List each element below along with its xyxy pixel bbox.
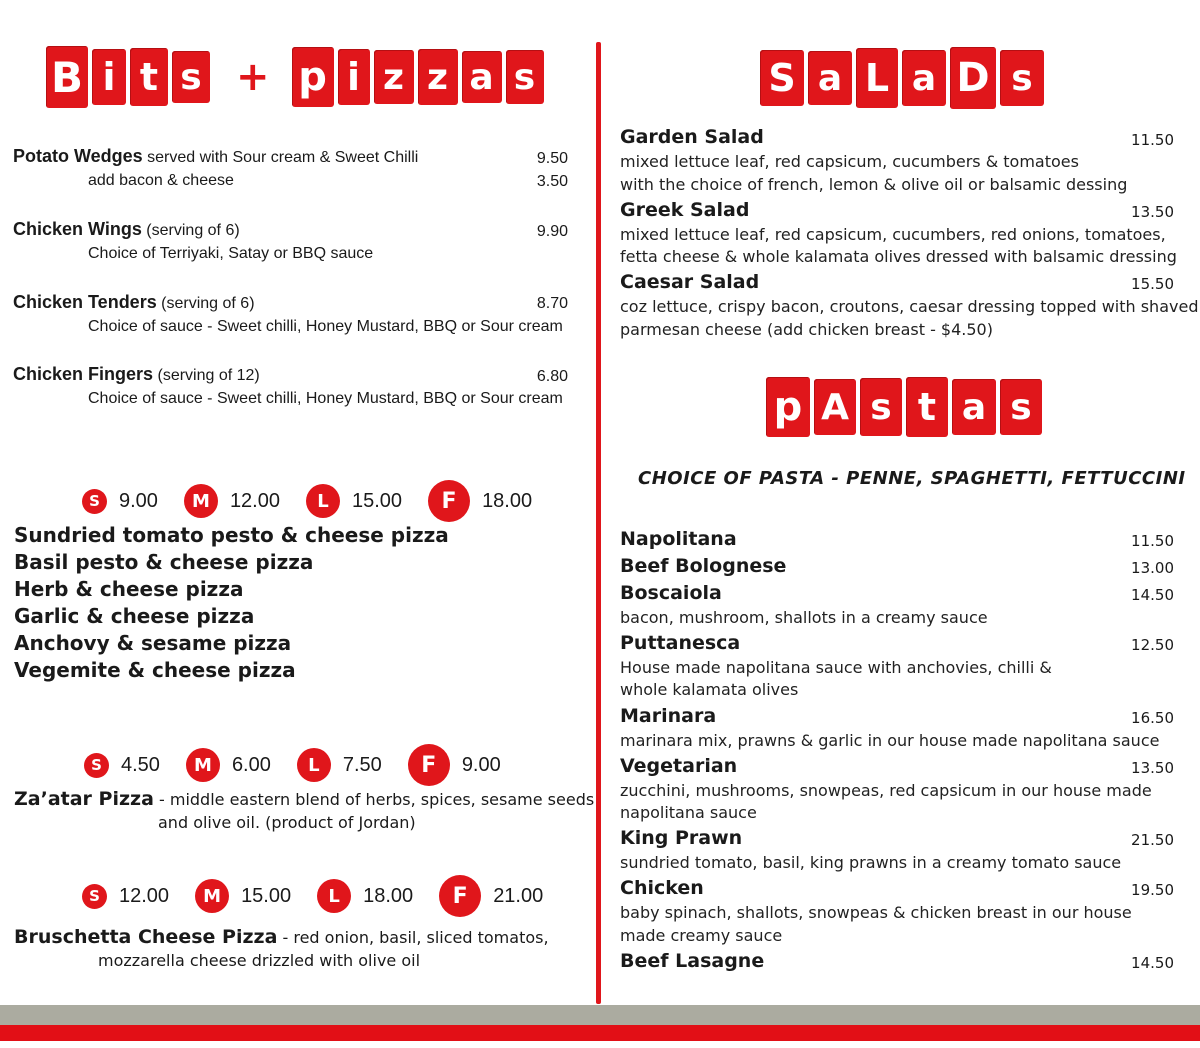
item-price: 14.50	[1131, 954, 1174, 972]
column-divider	[596, 42, 601, 1004]
pizza-item: Garlic & cheese pizza	[14, 604, 255, 628]
item-name: Caesar Salad	[620, 271, 760, 293]
menu-item-potato-wedges	[13, 146, 543, 167]
footer-band-red	[0, 1025, 1200, 1041]
item-price: 14.50	[1131, 586, 1174, 604]
item-price: 9.90	[536, 223, 568, 240]
size-medium-icon: M	[195, 879, 229, 913]
item-name: King Prawn	[620, 827, 743, 849]
item-name: Chicken Wings	[13, 219, 142, 239]
size-family-icon: F	[408, 744, 450, 786]
item-name: Greek Salad	[620, 199, 750, 221]
size-price-medium: 12.00	[229, 489, 280, 512]
item-sub: Choice of Terriyaki, Satay or BBQ sauce	[88, 245, 374, 262]
pizza-item: Sundried tomato pesto & cheese pizza	[14, 523, 449, 547]
item-desc: coz lettuce, crispy bacon, croutons, caesar dressing topped with shaved	[620, 297, 1199, 316]
heading-salads	[760, 44, 1048, 112]
item-desc: made creamy sauce	[620, 926, 783, 945]
size-price-row	[82, 875, 569, 917]
pizza-item: Vegemite & cheese pizza	[14, 658, 296, 682]
item-sub: add bacon & cheese	[88, 172, 234, 189]
item-desc: - red onion, basil, sliced tomatos,	[277, 928, 549, 947]
item-desc: marinara mix, prawns & garlic in our house made napolitana sauce	[620, 731, 1160, 750]
item-name: Potato Wedges	[13, 146, 143, 166]
item-price: 11.50	[1131, 131, 1174, 149]
heading-letter: a	[462, 51, 502, 103]
item-desc: - middle eastern blend of herbs, spices, sesame seeds	[153, 790, 595, 809]
item-sub: Choice of sauce - Sweet chilli, Honey Mustard, BBQ or Sour cream	[88, 390, 563, 407]
item-name: Chicken Fingers	[13, 364, 154, 384]
heading-letter: s	[1000, 379, 1042, 435]
item-desc: House made napolitana sauce with anchovies, chilli &	[620, 658, 1052, 677]
item-desc: bacon, mushroom, shallots in a creamy sauce	[620, 608, 988, 627]
pizza-item: Herb & cheese pizza	[14, 577, 244, 601]
item-note: (serving of 12)	[153, 367, 260, 384]
menu-item-zaatar	[14, 788, 594, 810]
item-sub-price: 3.50	[536, 173, 568, 190]
heading-letter: a	[808, 51, 852, 105]
item-price: 15.50	[1131, 275, 1174, 293]
heading-letter: i	[92, 49, 126, 105]
item-price: 11.50	[1131, 532, 1174, 550]
item-note: (serving of 6)	[141, 222, 240, 239]
size-small-icon: S	[84, 753, 109, 778]
item-name: Vegetarian	[620, 755, 738, 777]
menu-item-bruschetta	[14, 926, 549, 948]
item-desc-line: mozzarella cheese drizzled with olive oil	[98, 951, 421, 970]
size-medium-icon: M	[184, 484, 218, 518]
heading-letter: s	[1000, 50, 1044, 106]
heading-letter: A	[814, 379, 856, 435]
item-desc: sundried tomato, basil, king prawns in a creamy tomato sauce	[620, 853, 1122, 872]
item-desc: parmesan cheese (add chicken breast - $4.50)	[620, 320, 993, 339]
size-price-row	[82, 480, 558, 522]
size-price-row	[84, 744, 527, 786]
pasta-choice: CHOICE OF PASTA - PENNE, SPAGHETTI, FETTUCCINI	[638, 468, 1186, 489]
item-desc: with the choice of french, lemon & olive oil or balsamic dessing	[620, 175, 1128, 194]
item-price: 13.50	[1131, 203, 1174, 221]
item-price: 6.80	[536, 368, 568, 385]
heading-letter: t	[906, 377, 948, 437]
item-name: Garden Salad	[620, 126, 764, 148]
size-price-medium: 15.00	[241, 884, 292, 907]
heading-bits-pizzas	[46, 42, 548, 112]
size-price-family: 18.00	[482, 489, 533, 512]
item-sub: Choice of sauce - Sweet chilli, Honey Mustard, BBQ or Sour cream	[88, 318, 563, 335]
item-name: Boscaiola	[620, 582, 722, 604]
item-note: served with Sour cream & Sweet Chilli	[142, 149, 419, 166]
item-desc: mixed lettuce leaf, red capsicum, cucumbers, red onions, tomatoes,	[620, 225, 1166, 244]
size-large-icon: L	[297, 748, 331, 782]
size-price-small: 9.00	[119, 489, 158, 512]
size-large-icon: L	[306, 484, 340, 518]
item-note: (serving of 6)	[156, 295, 255, 312]
item-name: Napolitana	[620, 528, 737, 550]
item-name: Bruschetta Cheese Pizza	[14, 926, 278, 948]
heading-letter: i	[338, 49, 370, 105]
pizza-list	[14, 522, 449, 684]
item-name: Beef Lasagne	[620, 950, 765, 972]
item-price: 21.50	[1131, 831, 1174, 849]
footer-band-olive	[0, 1005, 1200, 1025]
size-family-icon: F	[428, 480, 470, 522]
heading-pastas	[766, 372, 1046, 442]
item-name: Chicken Tenders	[13, 292, 157, 312]
heading-letter: L	[856, 48, 898, 108]
heading-plus: +	[236, 54, 270, 100]
size-family-icon: F	[439, 875, 481, 917]
size-small-icon: S	[82, 884, 107, 909]
size-small-icon: S	[82, 489, 107, 514]
item-price: 8.70	[536, 295, 568, 312]
heading-letter: t	[130, 48, 168, 106]
size-large-icon: L	[317, 879, 351, 913]
menu-item-chicken-wings	[13, 219, 543, 240]
item-desc: baby spinach, shallots, snowpeas & chicken breast in our house	[620, 903, 1132, 922]
item-price: 12.50	[1131, 636, 1174, 654]
size-price-large: 15.00	[352, 489, 403, 512]
item-price: 19.50	[1131, 881, 1174, 899]
size-price-medium: 6.00	[231, 753, 271, 776]
pizza-item: Basil pesto & cheese pizza	[14, 550, 314, 574]
item-desc-line: and olive oil. (product of Jordan)	[158, 813, 416, 832]
heading-letter: a	[902, 50, 946, 106]
menu-item-chicken-tenders	[13, 292, 543, 313]
heading-letter: z	[374, 50, 414, 104]
heading-letter: D	[950, 47, 996, 109]
size-price-family: 21.00	[493, 884, 544, 907]
item-desc: zucchini, mushrooms, snowpeas, red capsicum in our house made	[620, 781, 1152, 800]
item-price: 16.50	[1131, 709, 1174, 727]
heading-letter: s	[860, 378, 902, 436]
item-desc: fetta cheese & whole kalamata olives dressed with balsamic dressing	[620, 247, 1177, 266]
item-price: 13.50	[1131, 759, 1174, 777]
heading-letter: a	[952, 379, 996, 435]
heading-letter: p	[292, 47, 334, 107]
heading-letter: s	[506, 50, 544, 104]
item-name: Chicken	[620, 877, 704, 899]
item-price: 9.50	[536, 150, 568, 167]
size-price-large: 7.50	[342, 753, 382, 776]
heading-letter: p	[766, 377, 810, 437]
item-price: 13.00	[1131, 559, 1174, 577]
item-desc: whole kalamata olives	[620, 680, 799, 699]
item-name: Puttanesca	[620, 632, 741, 654]
item-name: Za’atar Pizza	[14, 788, 154, 810]
heading-letter: s	[172, 51, 210, 103]
heading-letter: S	[760, 50, 804, 106]
pizza-item: Anchovy & sesame pizza	[14, 631, 292, 655]
item-name: Beef Bolognese	[620, 555, 787, 577]
heading-letter: z	[418, 49, 458, 105]
size-price-small: 12.00	[119, 884, 170, 907]
size-price-family: 9.00	[461, 753, 501, 776]
item-desc: napolitana sauce	[620, 803, 757, 822]
size-price-large: 18.00	[363, 884, 414, 907]
item-name: Marinara	[620, 705, 717, 727]
menu-item-chicken-fingers	[13, 364, 543, 385]
heading-letter: B	[46, 46, 88, 108]
item-desc: mixed lettuce leaf, red capsicum, cucumbers & tomatoes	[620, 152, 1079, 171]
size-medium-icon: M	[186, 748, 220, 782]
size-price-small: 4.50	[121, 753, 160, 776]
